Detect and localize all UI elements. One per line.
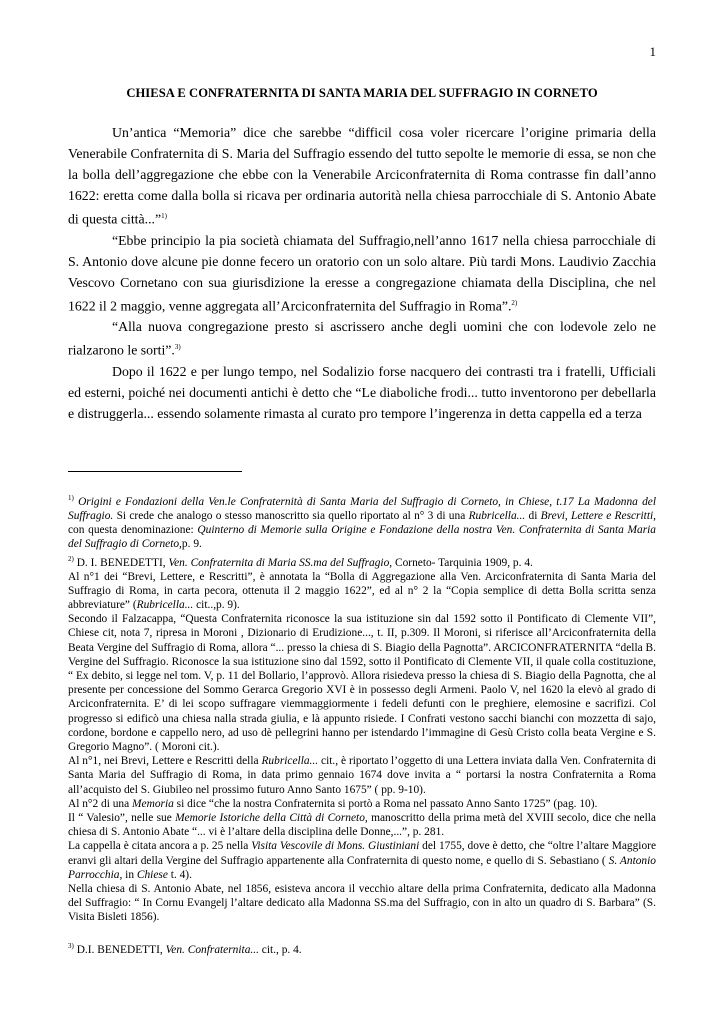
footnote-marker: 3) (68, 941, 74, 950)
paragraph-3: “Alla nuova congregazione presto si ascrissero anche degli uomini che con lodevole zelo ne rialzarono le sorti”.$^{3)}$ (68, 319, 656, 358)
paragraph-1: Un’antica “Memoria” dice che sarebbe “difficil cosa voler ricercare l’origine primaria della Venerabile Confraternita di S. Maria del Suffragio essendo del tutto sepolte le memorie di essa, se non che la bolla dell’aggregazione che ebbe con la Venerabile Arciconfraternita di Roma contrasse fin dall’anno 1622: eretta come dalla bolla si ricava per ordinaria autorità nella chiesa parrocchiale di S. Antonio Abate di questa città...”$^{1)}$ (68, 125, 656, 227)
footnote-2-line: Il “ Valesio”, nelle sue Memorie Istoriche della Città di Corneto, manoscritto della prima metà del XVIII secolo, dice che nella chiesa di S. Antonio Abate “... vi è l’altare della disciplina delle Donne,...”, p. 281. (68, 812, 656, 839)
footnote-ref-1: 1) (161, 212, 167, 220)
footnote-separator (68, 471, 242, 472)
page-number: 1 (649, 44, 656, 59)
footnote-marker: 1) (68, 494, 74, 502)
paragraph-2: “Ebbe principio la pia società chiamata del Suffragio,nell’anno 1617 nella chiesa parrocchiale di S. Antonio dove alcune pie donne fecero un oratorio con un solo altare. Più tardi Mons. Laudivio Zacchia Vescovo Cornetano con sua giurisdizione la eresse a congregazione chiamata della Disciplina, che nel 1622 il 2 maggio, venne aggregata all’Arciconfraternita del Suffragio in Roma”.$^{2)}$ (68, 232, 656, 314)
footnote-3: $^{3)}$ D.I. BENEDETTI, Ven. Confraternita... cit., p. 4. (68, 941, 302, 956)
body-text (68, 122, 656, 424)
footnote-marker: 2) (68, 554, 74, 563)
footnote-2-line: Secondo il Falzacappa, “Questa Confraternita riconosce la sua istituzione sin dal 1592 sotto il Pontificato di Clemente VII”, Chiese cit, nota 7, ripresa in Moroni , Dizionario di Erudizione..., t. II, p.309. Il Moroni, si riferisce all’Arciconfraternita della Beata Vergine del Suffragio di Roma, allora “... presso la chiesa di S. Biagio della Pagnotta”. ARCICONFRATERNITA “della B. Vergine del Suffragio. Riconosce la sua istituzione sino dal 1592, sotto il Pontificato di Clemente VII, il quale colla costituzione, “ Ex debito, si legge nel tom. V, p. 11 del Bollario, l’approvò. Allora risiedeva presso la chiesa di S. Biagio della Pagnotta, che al presente per concessione del Sommo Gerarca Gregorio XVI è in possesso degli Armeni. Paolo V, nel 1620 la elevò al grado di Arciconfraternita. E’ di lei scopo suffragare viemmaggiormente i fedeli defunti con le preghiere, elemosine e sacrifizi. Col progresso si edificò una chiesa nalla strada giulia, e là appunto risiede. I Confrati vestono sacchi bianchi con mozzetta di sajo, cordone, bordone e cappello nero, ad uso dè pellegrini hanno per istendardo l’immagine di Gesù Cristo colla beata Vergine e S. Gregorio Magno”. ( Moroni cit.). (68, 613, 656, 754)
footnote-2-line: La cappella è citata ancora a p. 25 nella Visita Vescovile di Mons. Giustiniani del 1755, dove è detto, che “oltre l’altare Maggiore eranvi gli altari della Vergine del Suffragio appartenente alla Confraternita di questo nome, e quello di S. Sebastiano ( S. Antonio Parrocchia, in Chiese t. 4). (68, 840, 656, 881)
footnote-1: $^{1)}$ Origini e Fondazioni della Ven.le Confraternità di Santa Maria del Suffragio di Corneto, in Chiese, t.17 La Madonna del Suffragio. Si crede che analogo o stesso manoscritto sia quello riportato al n° 3 di una Rubricella... di Brevi, Lettere e Rescritti, con questa denominazione: Quinterno di Memorie sulla Origine e Fondazione della nostra Ven. Confraternita di Santa Maria del Suffragio di Corneto,p. 9. (68, 494, 656, 551)
document-title: CHIESA E CONFRATERNITA DI SANTA MARIA DEL SUFFRAGIO IN CORNETO (126, 86, 598, 100)
footnote-ref-3: 3) (174, 343, 181, 352)
footnote-2-line: Al n°1, nei Brevi, Lettere e Rescritti della Rubricella... cit., è riportato l’oggetto di una Lettera inviata dalla Ven. Confraternita di Santa Maria del Suffragio di Roma, in data primo gennaio 1674 dove invita a “ portarsi la nostra Confraternita a Roma all’acquisto del S. Giubileo nel prossimo futuro Anno Santo 1675” ( pp. 9-10). (68, 755, 656, 796)
footnotes (68, 491, 656, 957)
paragraph-4: Dopo il 1622 e per lungo tempo, nel Sodalizio forse nacquero dei contrasti tra i fratelli, Ufficiali ed esterni, poiché nei documenti antichi è detto che “Le diaboliche frodi... tutto inventorono per debellarla e distruggerla... essendo solamente rimasta al curato pro tempore l’ingerenza in detta cappella ed a terza (68, 363, 656, 421)
footnote-ref-2: 2) (511, 298, 518, 307)
footnote-2-line: Al n°2 di una Memoria si dice “che la nostra Confraternita si portò a Roma nel passato Anno Santo 1725” (pag. 10). (68, 797, 598, 810)
footnote-2-line: Al n°1 dei “Brevi, Lettere, e Rescritti”, è annotata la “Bolla di Aggregazione alla Ven. Arciconfraternita di Santa Maria del Suffragio di Roma, in carta pecora, ottenuta il 2 maggio 1622”, ed al n° 2 la “Copia semplice di detta Bolla scritta senza abbreviature” (Rubricella... cit..,p. 9). (68, 570, 656, 612)
footnote-2: $^{2)}$ D. I. BENEDETTI, Ven. Confraternita di Maria SS.ma del Suffragio, Corneto- Tarquinia 1909, p. 4. (68, 554, 533, 569)
footnote-2-line: Nella chiesa di S. Antonio Abate, nel 1856, esisteva ancora il vecchio altare della prima Confraternita, dedicato alla Madonna del Suffragio: “ In Cornu Evangelj l’altare dedicato alla Madonna SS.ma del Suffragio, con in alto un quadro di S. Barbara” (S. Visita Bisleti 1856). (68, 883, 656, 924)
